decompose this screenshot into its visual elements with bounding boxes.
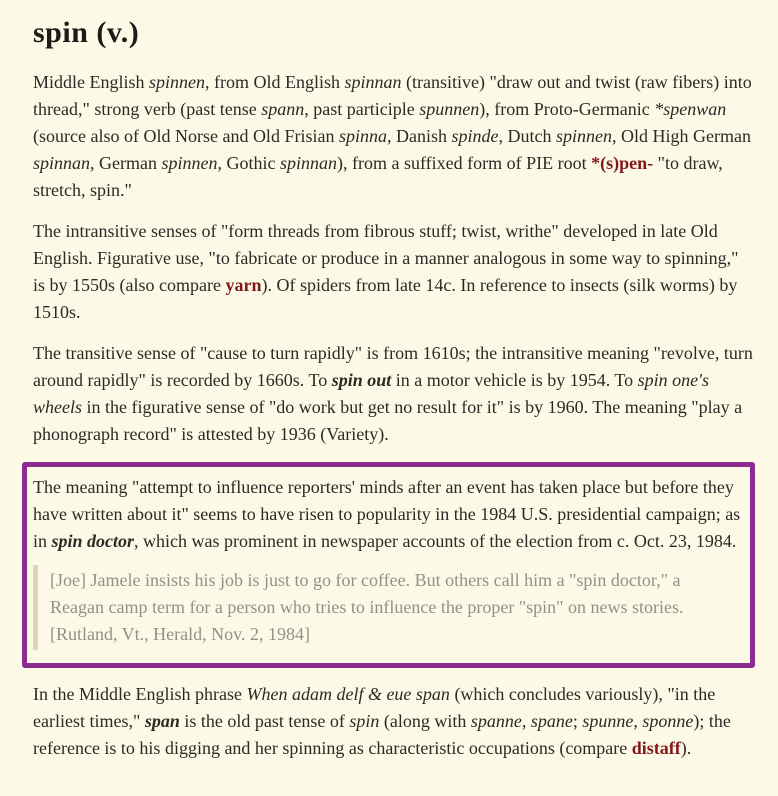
text-segment: spinnan xyxy=(344,72,402,92)
text-segment: , from Old English xyxy=(205,72,345,92)
text-segment: spanne xyxy=(470,711,522,731)
text-segment: ). Of spiders from late 14c. In reference to insects (silk worms) by 1510s. xyxy=(33,275,738,322)
text-segment: , which was prominent in newspaper accounts of the election from c. Oct. 23, 1984. xyxy=(134,531,737,551)
text-segment: ); the reference is to his digging and her spinning as characteristic occupations (compare xyxy=(33,711,731,758)
etymology-paragraph-origin xyxy=(33,69,755,204)
etymology-paragraph-transitive xyxy=(33,340,755,448)
page-title: spin (v.) xyxy=(33,16,140,49)
text-segment: spinnen xyxy=(555,126,612,146)
text-segment: spin xyxy=(349,711,380,731)
text-segment: ), from Proto-Germanic xyxy=(479,99,655,119)
text-segment: , Dutch xyxy=(498,126,556,146)
text-segment: spin doctor xyxy=(51,531,135,551)
text-segment: spunne xyxy=(582,711,634,731)
text-segment: spann xyxy=(261,99,305,119)
text-segment: span xyxy=(144,711,180,731)
etymology-paragraph-spin-doctor xyxy=(33,474,742,555)
text-segment: spinnen xyxy=(161,153,218,173)
text-segment: In the Middle English phrase xyxy=(33,684,247,704)
text-segment: [Joe] Jamele insists his job is just to go for coffee. But others call him a "spin doctor," a Reagan camp term for a person who tries to influence the proper "spin" on news stories. [Rutland, Vt., Herald, Nov. 2, 1984] xyxy=(50,570,684,644)
text-segment: spane xyxy=(530,711,573,731)
text-segment: spinnen xyxy=(149,72,205,92)
text-segment: The intransitive senses of "form threads from fibrous stuff; twist, writhe" developed in late Old English. Figurative use, "to fabricate or produce in a manner analogous in some way to spinning," is by 1550s (also compare xyxy=(33,221,739,295)
highlight-box xyxy=(22,462,755,668)
text-segment: ; xyxy=(572,711,583,731)
text-segment: (which concludes variously), "in the earliest times," xyxy=(33,684,716,731)
text-segment: The transitive sense of "cause to turn rapidly" is from 1610s; the intransitive meaning "revolve, turn around rapidly" is recorded by 1660s. To xyxy=(33,343,753,390)
etymology-paragraph-span xyxy=(33,681,755,762)
text-segment: , xyxy=(521,711,531,731)
text-segment: (along with xyxy=(379,711,471,731)
text-segment: sponne xyxy=(642,711,694,731)
text-segment: in a motor vehicle is by 1954. To xyxy=(391,370,638,390)
distaff-link[interactable]: distaff xyxy=(631,738,681,758)
citation-quote xyxy=(33,565,742,650)
text-segment: , Gothic xyxy=(217,153,280,173)
text-segment: spinnan xyxy=(33,153,91,173)
text-segment: ), from a suffixed form of PIE root xyxy=(337,153,592,173)
text-segment: Middle English xyxy=(33,72,149,92)
text-segment: spinde xyxy=(451,126,499,146)
text-segment: spinna xyxy=(338,126,387,146)
text-segment: spinnan xyxy=(280,153,338,173)
text-segment: ). xyxy=(680,738,692,758)
text-segment: spin out xyxy=(331,370,392,390)
text-segment: , Old High German xyxy=(611,126,751,146)
text-segment: is the old past tense of xyxy=(179,711,350,731)
text-segment: , past participle xyxy=(304,99,420,119)
text-segment: , xyxy=(633,711,643,731)
text-segment: (source also of Old Norse and Old Frisian xyxy=(33,126,339,146)
text-segment: , German xyxy=(90,153,162,173)
etymology-paragraph-intransitive xyxy=(33,218,755,326)
yarn-link[interactable]: yarn xyxy=(225,275,262,295)
pen-root-link[interactable]: *(s)pen- xyxy=(591,153,654,173)
text-segment: spin one's wheels xyxy=(33,370,709,417)
text-segment: , Danish xyxy=(386,126,452,146)
text-segment: spunnen xyxy=(419,99,480,119)
text-segment: in the figurative sense of "do work but get no result for it" is by 1960. The meaning "play a phonograph record" is attested by 1936 (Variety). xyxy=(33,397,743,444)
text-segment: "to draw, stretch, spin." xyxy=(33,153,723,200)
text-segment: *spenwan xyxy=(654,99,727,119)
text-segment: (transitive) "draw out and twist (raw fibers) into thread," strong verb (past tense xyxy=(33,72,752,119)
text-segment: The meaning "attempt to influence reporters' minds after an event has taken place but before they have written about it" seems to have risen to popularity in the 1984 U.S. presidential campaign; as in xyxy=(33,477,741,551)
text-segment: When adam delf & eue span xyxy=(246,684,450,704)
